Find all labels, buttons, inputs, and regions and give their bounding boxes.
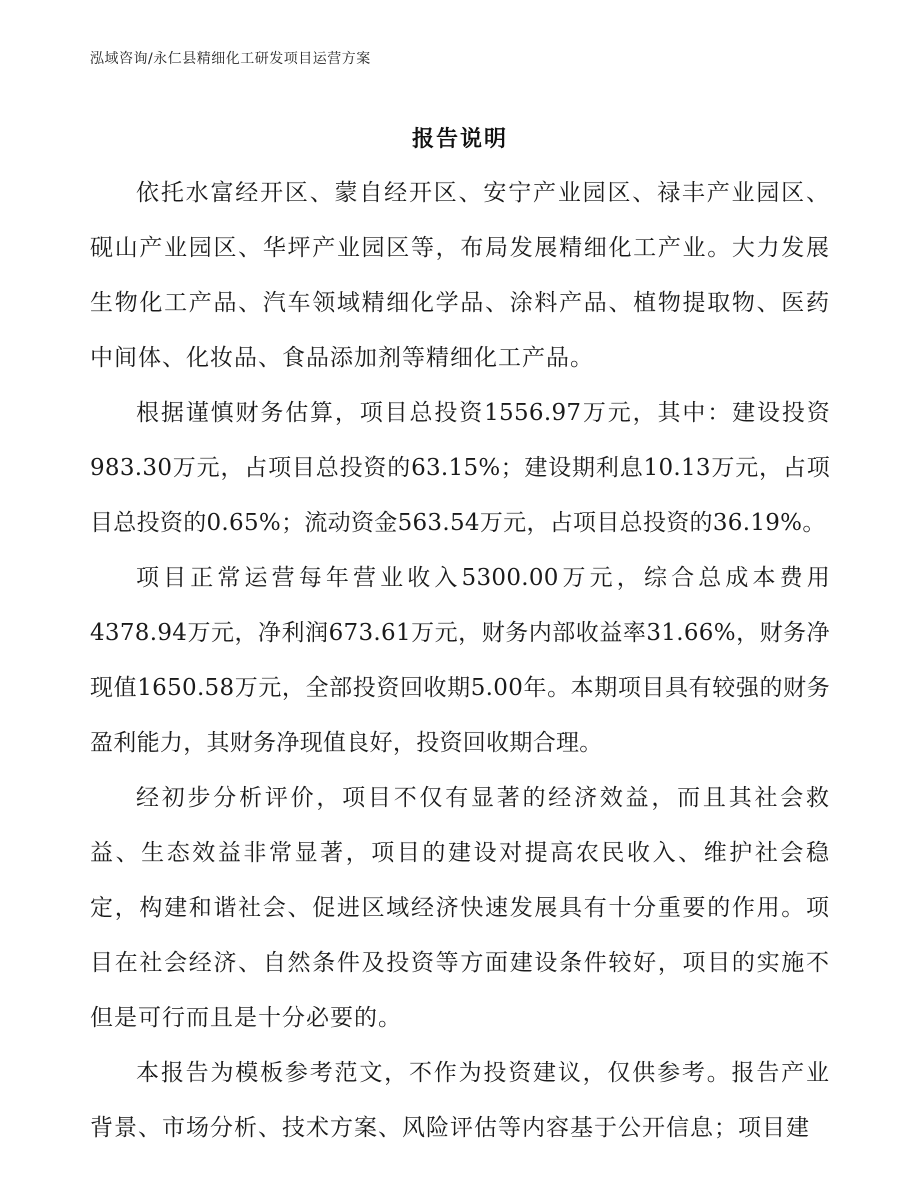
running-header: 泓域咨询/永仁县精细化工研发项目运营方案: [90, 51, 371, 67]
paragraph-industry-layout: 依托水富经开区、蒙自经开区、安宁产业园区、禄丰产业园区、砚山产业园区、华坪产业园区等，布局发展精细化工产业。大力发展生物化工产品、汽车领域精细化学品、涂料产品、植物提取物、医药中间体、化妆品、食品添加剂等精细化工产品。: [90, 180, 830, 371]
paragraph-disclaimer: 本报告为模板参考范文，不作为投资建议，仅供参考。报告产业背景、市场分析、技术方案、风险评估等内容基于公开信息；项目建: [90, 1060, 830, 1141]
paragraph-investment-estimate: 根据谨慎财务估算，项目总投资1556.97万元，其中：建设投资983.30万元，占项目总投资的63.15%；建设期利息10.13万元，占项目总投资的0.65%；流动资金563.54万元，占项目总投资的36.19%。: [90, 400, 830, 536]
report-body: [90, 166, 830, 1156]
paragraph-operating-revenue: 项目正常运营每年营业收入5300.00万元，综合总成本费用4378.94万元，净利润673.61万元，财务内部收益率31.66%，财务净现值1650.58万元，全部投资回收期5.00年。本期项目具有较强的财务盈利能力，其财务净现值良好，投资回收期合理。: [90, 565, 830, 756]
paragraph-evaluation: 经初步分析评价，项目不仅有显著的经济效益，而且其社会救益、生态效益非常显著，项目的建设对提高农民收入、维护社会稳定，构建和谐社会、促进区域经济快速发展具有十分重要的作用。项目在社会经济、自然条件及投资等方面建设条件较好，项目的实施不但是可行而且是十分必要的。: [90, 785, 830, 1031]
page-title: 报告说明: [411, 127, 508, 152]
